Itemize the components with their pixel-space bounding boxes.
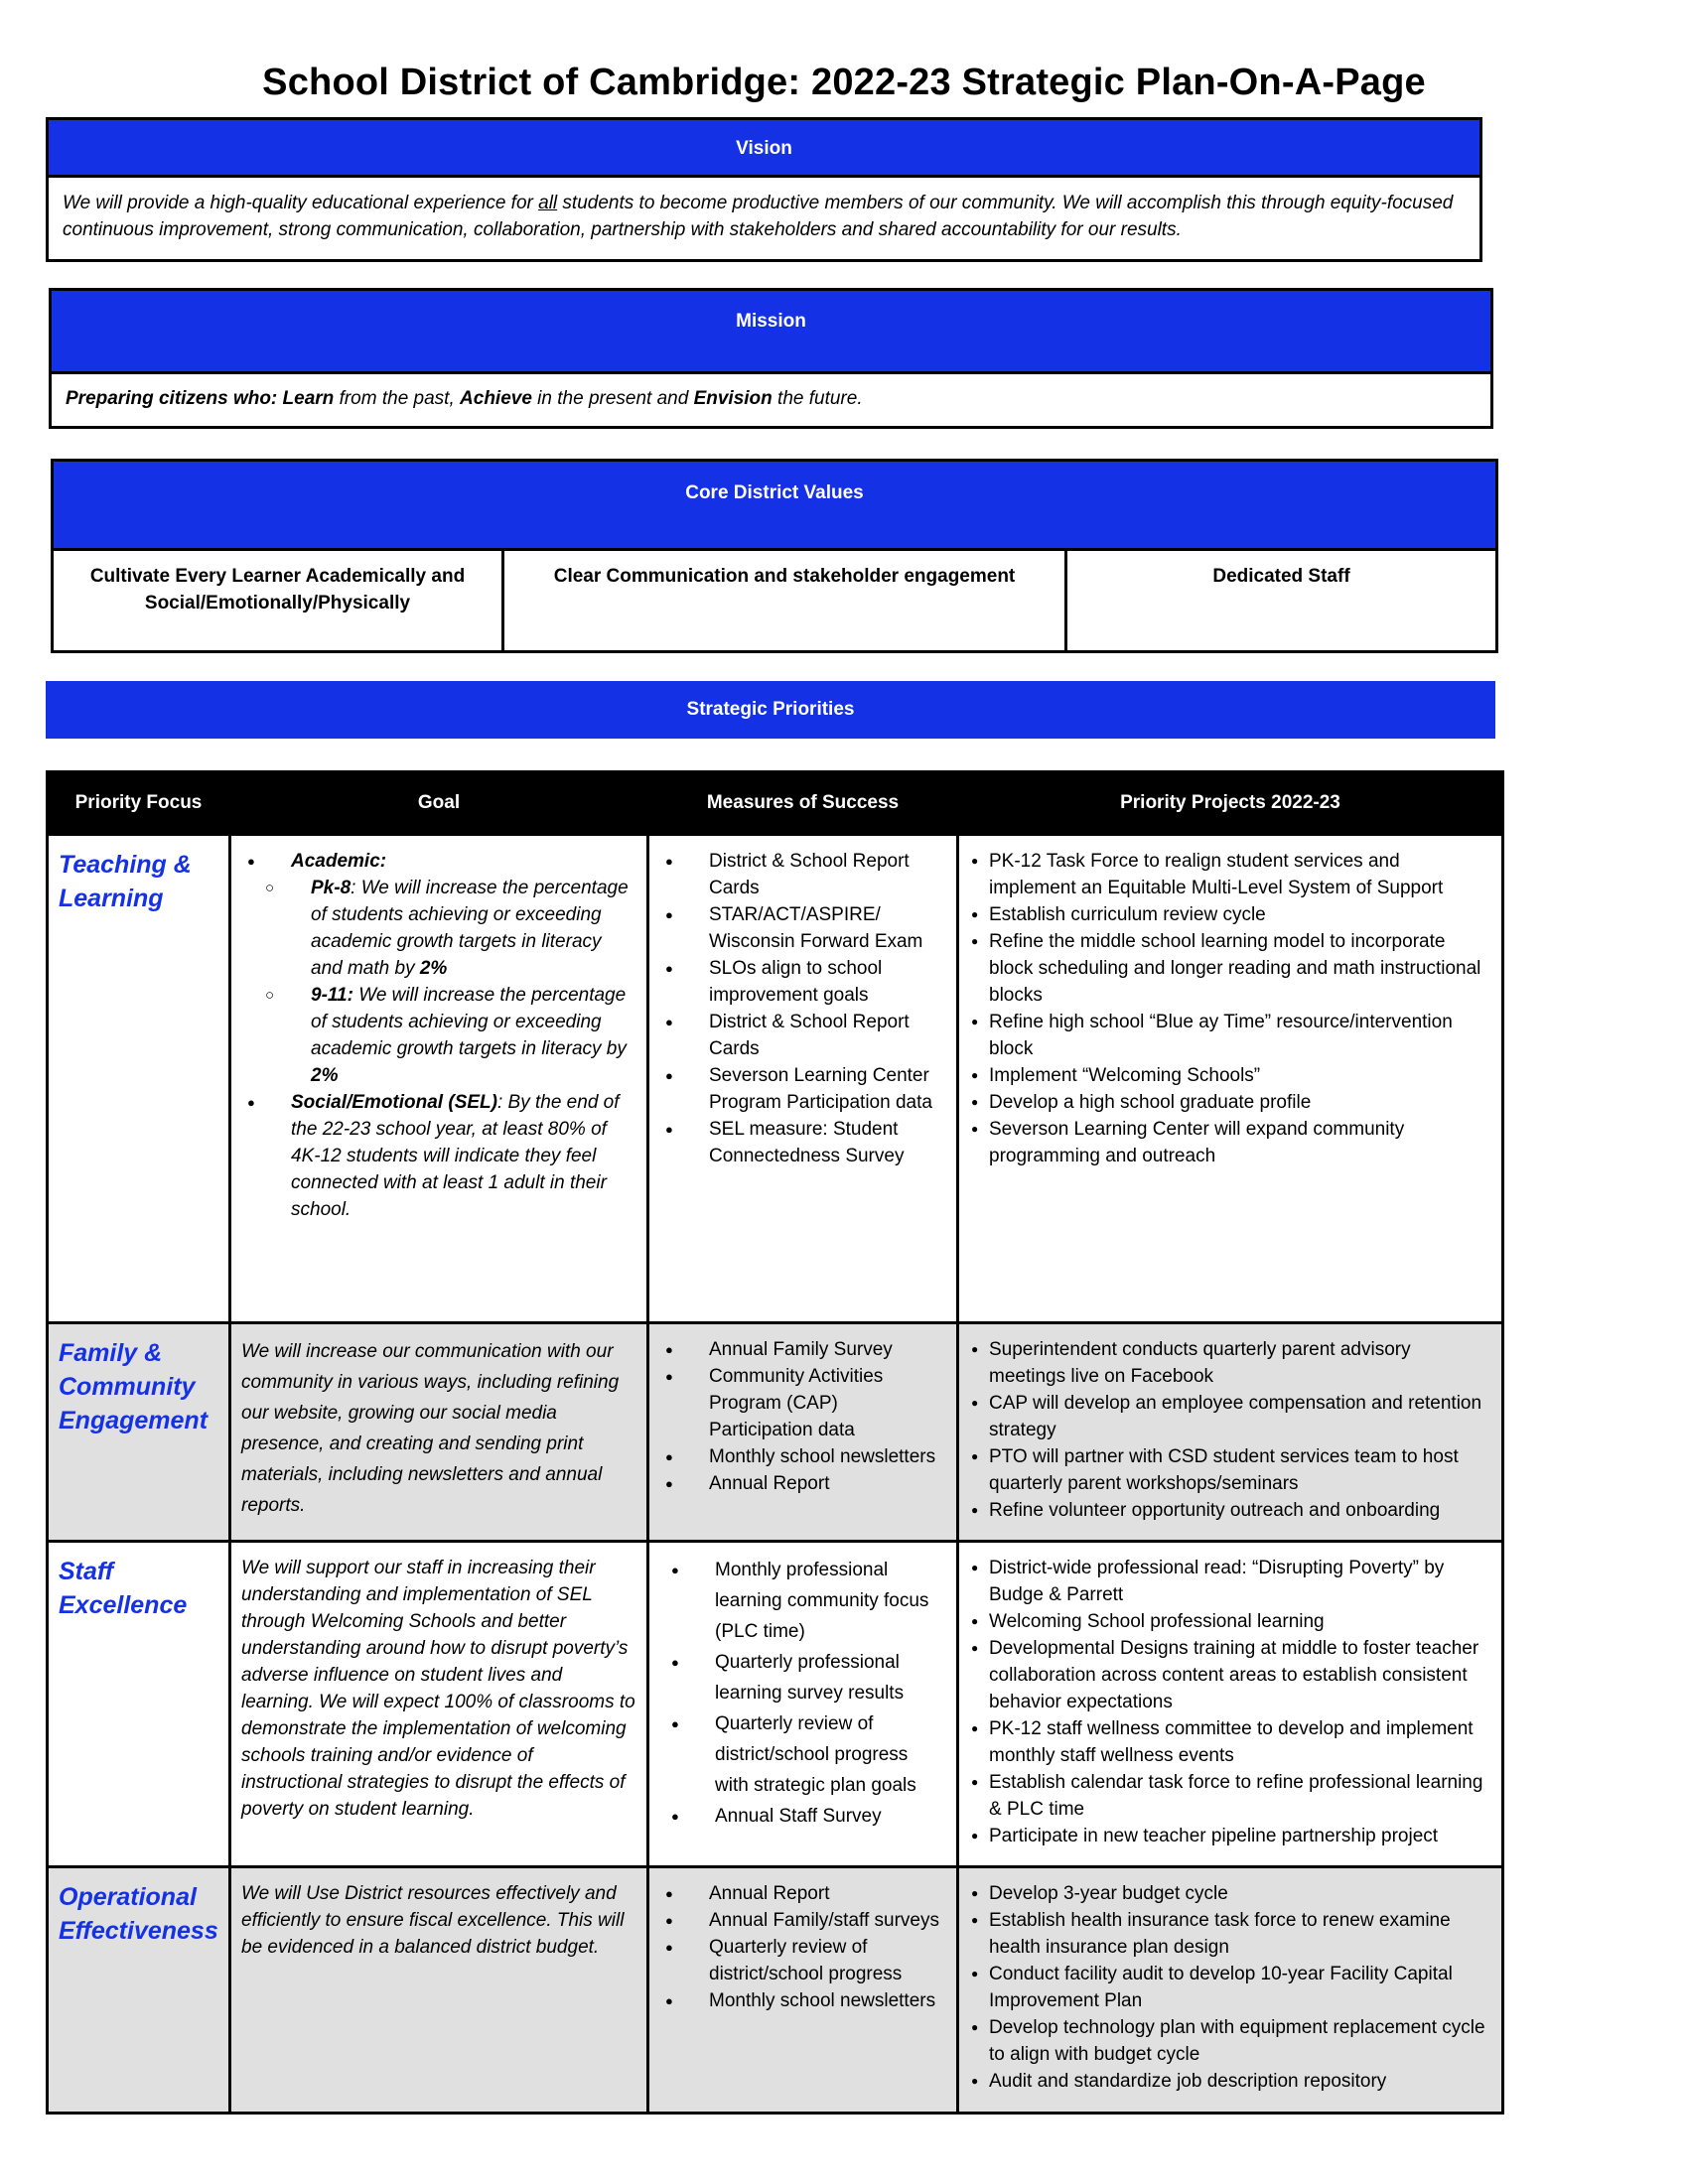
list-item: ● Audit and standardize job description repository	[989, 2068, 1491, 2095]
mission-box	[49, 288, 1493, 429]
list-item: ● Participate in new teacher pipeline partnership project	[989, 1823, 1491, 1849]
list-item: ● Annual Family Survey	[709, 1336, 946, 1363]
measures-cell	[648, 1867, 958, 2114]
measures-cell	[648, 1542, 958, 1867]
mission-heading: Mission	[52, 291, 1490, 374]
vision-heading: Vision	[49, 120, 1479, 178]
list-item: ● Annual Report	[709, 1880, 946, 1907]
focus-label: Staff Excellence	[59, 1558, 188, 1619]
list-item: ● Social/Emotional (SEL): By the end of the 22-23 school year, at least 80% of 4K-12 students will indicate they feel connected with at least 1 adult in their school.	[291, 1089, 636, 1223]
list-item: ○ Pk-8: We will increase the percentage of students achieving or exceeding academic growth targets in literacy and math by 2%	[311, 875, 636, 982]
list-item: ● Establish calendar task force to refine professional learning & PLC time	[989, 1769, 1491, 1823]
list-item: ● District & School Report Cards	[709, 848, 946, 901]
projects-cell	[958, 1323, 1503, 1542]
list-item: ● Monthly professional learning community focus (PLC time)	[715, 1555, 946, 1647]
projects-cell	[958, 1542, 1503, 1867]
goal-text: We will support our staff in increasing their understanding and implementation of SEL through Welcoming Schools and better understanding around how to disrupt poverty’s adverse influence on student lives and learning. We will expect 100% of classrooms to demonstrate the implementation of welcoming schools training and/or evidence of instructional strategies to disrupt the effects of poverty on student learning.	[241, 1558, 635, 1820]
column-header: Goal	[230, 772, 648, 835]
core-value-communication: Clear Communication and stakeholder engagement	[501, 551, 1064, 650]
focus-label: Operational Effectiveness	[59, 1883, 218, 1945]
list-item: ● Monthly school newsletters	[709, 1443, 946, 1470]
table-row	[48, 1867, 1503, 2114]
strategic-priorities-heading: Strategic Priorities	[46, 681, 1495, 739]
list-item: ● Academic: ○ Pk-8: We will increase the percentage of students achieving or exceeding academic growth targets in literacy and math by 2% ○ 9-11: We will increase the percentage of students achieving or exceeding academic growth targets in literacy by 2%	[291, 848, 636, 1089]
list-item: ● Establish curriculum review cycle	[989, 901, 1491, 928]
goal-cell	[230, 1323, 648, 1542]
mission-text: Preparing citizens who: Learn from the past, Achieve in the present and Envision the future.	[66, 388, 863, 409]
column-header: Priority Focus	[48, 772, 230, 835]
list-item: ● PTO will partner with CSD student services team to host quarterly parent workshops/seminars	[989, 1443, 1491, 1497]
list-item: ● Severson Learning Center will expand community programming and outreach	[989, 1116, 1491, 1169]
core-value-learner: Cultivate Every Learner Academically and Social/Emotionally/Physically	[89, 566, 466, 614]
list-item: ● Annual Family/staff surveys	[709, 1907, 946, 1934]
column-header: Priority Projects 2022-23	[958, 772, 1503, 835]
list-item: ● STAR/ACT/ASPIRE/ Wisconsin Forward Exam	[709, 901, 946, 955]
list-item: ● Refine high school “Blue ay Time” resource/intervention block	[989, 1009, 1491, 1062]
core-values-box	[51, 459, 1498, 653]
list-item: ● Refine volunteer opportunity outreach and onboarding	[989, 1497, 1491, 1524]
list-item: ● Severson Learning Center Program Participation data	[709, 1062, 946, 1116]
focus-cell	[48, 1323, 230, 1542]
focus-cell	[48, 1542, 230, 1867]
list-item: ● PK-12 staff wellness committee to develop and implement monthly staff wellness events	[989, 1715, 1491, 1769]
list-item: ● Quarterly review of district/school progress	[709, 1934, 946, 1987]
goal-cell	[230, 1867, 648, 2114]
goal-text: We will increase our communication with our community in various ways, including refining our website, growing our social media presence, and creating and sending print materials, including newsletters and annual reports.	[241, 1341, 620, 1516]
goal-cell	[230, 1542, 648, 1867]
list-item: ● Community Activities Program (CAP) Participation data	[709, 1363, 946, 1443]
list-item: ● Develop technology plan with equipment replacement cycle to align with budget cycle	[989, 2014, 1491, 2068]
core-values-row	[54, 551, 1495, 650]
list-item: ● Refine the middle school learning model to incorporate block scheduling and longer reading and math instructional blocks	[989, 928, 1491, 1009]
list-item: ● CAP will develop an employee compensation and retention strategy	[989, 1390, 1491, 1443]
list-item: ● SLOs align to school improvement goals	[709, 955, 946, 1009]
list-item: ● Superintendent conducts quarterly parent advisory meetings live on Facebook	[989, 1336, 1491, 1390]
list-item: ● PK-12 Task Force to realign student services and implement an Equitable Multi-Level System of Support	[989, 848, 1491, 901]
list-item: ● District-wide professional read: “Disrupting Poverty” by Budge & Parrett	[989, 1555, 1491, 1608]
list-item: ● Develop a high school graduate profile	[989, 1089, 1491, 1116]
list-item: ● Monthly school newsletters	[709, 1987, 946, 2014]
focus-label: Teaching & Learning	[59, 851, 192, 912]
focus-label: Family & Community Engagement	[59, 1339, 209, 1434]
list-item: ● Developmental Designs training at middle to foster teacher collaboration across content areas to establish consistent behavior expectations	[989, 1635, 1491, 1715]
vision-box	[46, 117, 1482, 262]
measures-cell	[648, 1323, 958, 1542]
list-item: ● Welcoming School professional learning	[989, 1608, 1491, 1635]
goal-text: We will Use District resources effectively and efficiently to ensure fiscal excellence. This will be evidenced in a balanced district budget.	[241, 1883, 625, 1958]
focus-cell	[48, 1867, 230, 2114]
goal-cell	[230, 835, 648, 1323]
vision-text: We will provide a high-quality educational experience for all students to become productive members of our community. We will accomplish this through equity-focused continuous improvement, strong communication, collaboration, partnership with stakeholders and shared accountability for our results.	[63, 193, 1454, 240]
list-item: ● SEL measure: Student Connectedness Survey	[709, 1116, 946, 1169]
list-item: ● Quarterly professional learning survey results	[715, 1647, 946, 1708]
focus-cell	[48, 835, 230, 1323]
projects-cell	[958, 1867, 1503, 2114]
column-header: Measures of Success	[648, 772, 958, 835]
table-header-row	[48, 772, 1503, 835]
list-item: ● Develop 3-year budget cycle	[989, 1880, 1491, 1907]
list-item: ● District & School Report Cards	[709, 1009, 946, 1062]
list-item: ● Annual Staff Survey	[715, 1801, 946, 1832]
table-row	[48, 1542, 1503, 1867]
list-item: ○ 9-11: We will increase the percentage of students achieving or exceeding academic growth targets in literacy by 2%	[311, 982, 636, 1089]
projects-cell	[958, 835, 1503, 1323]
core-values-heading: Core District Values	[54, 462, 1495, 551]
priorities-table	[46, 770, 1504, 2115]
table-row	[48, 1323, 1503, 1542]
page-title: School District of Cambridge: 2022-23 Strategic Plan-On-A-Page	[262, 62, 1426, 103]
list-item: ● Implement “Welcoming Schools”	[989, 1062, 1491, 1089]
list-item: ● Conduct facility audit to develop 10-year Facility Capital Improvement Plan	[989, 1961, 1491, 2014]
list-item: ● Annual Report	[709, 1470, 946, 1497]
list-item: ● Quarterly review of district/school progress with strategic plan goals	[715, 1708, 946, 1801]
list-item: ● Establish health insurance task force to renew examine health insurance plan design	[989, 1907, 1491, 1961]
core-value-staff: Dedicated Staff	[1064, 551, 1495, 650]
table-row	[48, 835, 1503, 1323]
measures-cell	[648, 835, 958, 1323]
